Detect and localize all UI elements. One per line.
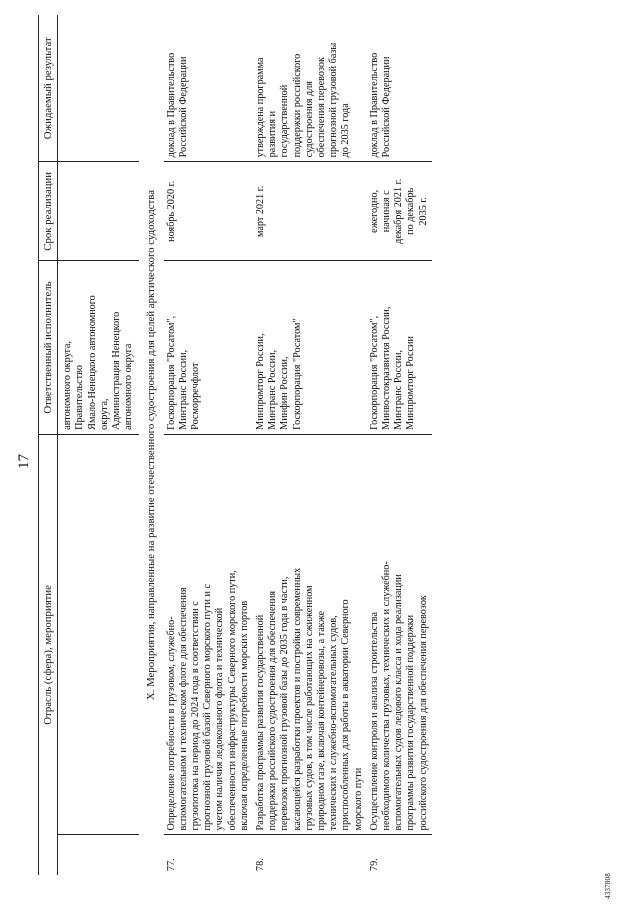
table-row — [367, 15, 432, 875]
row-result: доклад в Правительство Российской Федерации — [367, 15, 432, 162]
cell-responsible: автономного округа, Правительство Ямало-Ненецкого автономного округа, Администрация Ненецкого автономного округа — [58, 261, 140, 435]
header-result: Ожидаемый результат — [39, 15, 58, 162]
page-number: 17 — [16, 454, 32, 469]
header-activity: Отрасль (сфера), мероприятие — [39, 434, 58, 875]
cell-activity — [58, 434, 140, 835]
row-responsible: Госкорпорация "Росатом", Минтранс России, Росморречфлот — [164, 261, 253, 435]
cell-deadline — [58, 162, 140, 261]
header-responsible: Ответственный исполнитель — [39, 261, 58, 435]
row-deadline: март 2021 г. — [253, 162, 367, 261]
row-responsible: Минпромторг России, Минтранс России, Минфин России, Госкорпорация "Росатом" — [253, 261, 367, 435]
plan-table — [38, 15, 432, 875]
table-row — [164, 15, 253, 875]
row-activity: Осуществление контроля и анализа строительства необходимого количества грузовых, технических и служебно- вспомогательных судов ледового класса и хода реализации программы развития государственной поддержки российского судостроения для обеспечения перевозок — [367, 434, 432, 835]
table-row — [253, 15, 367, 875]
section-row — [139, 15, 163, 875]
row-responsible: Госкорпорация "Росатом", Минвостокразвития России, Минтранс России, Минпромторг России — [367, 261, 432, 435]
table-header-row — [39, 15, 58, 875]
row-result: утверждена программа развития и государственной поддержки российского судостроения для обеспечения перевозок прогнозной грузовой базы до 2035 года — [253, 15, 367, 162]
row-deadline: ежегодно, начиная с декабря 2021 г. по декабрь 2035 г. — [367, 162, 432, 261]
row-number: 78. — [255, 858, 267, 871]
section-title: X. Мероприятия, направленные на развитие отечественного судостроения для целей арктического судоходства — [145, 189, 158, 701]
table-row-continuation — [58, 15, 140, 875]
header-deadline: Срок реализации — [39, 162, 58, 261]
row-result: доклад в Правительство Российской Федерации — [164, 15, 253, 162]
row-activity: Определение потребности в грузовом, служебно- вспомогательном и техническом флоте для обеспечения грузопотока на период до 2024 года в соответствии с прогнозной грузовой базой Северного морского пути и с учетом наличия ледокольного флота и технической обеспеченности инфраструктуры Северного морского пути, включая определенные потребности морских портов — [164, 434, 253, 835]
document-id: 4337808 — [604, 873, 612, 899]
row-number: 77. — [165, 858, 177, 871]
row-deadline: ноябрь 2020 г. — [164, 162, 253, 261]
cell-num — [58, 835, 140, 875]
row-number: 79. — [368, 858, 380, 871]
row-activity: Разработка программы развития государственной поддержки российского судостроения для обеспечения перевозок прогнозной грузовой базы до 2035 года в части, касающейся разработки проектов и постройки современных грузовых судов, в том числе работающих на сжиженном природном газе, включая контейнеровозы, а также технических и служебно-вспомогательных судов, приспособленных для работы в акватории Северного морского пути — [253, 434, 367, 835]
cell-result — [58, 15, 140, 162]
